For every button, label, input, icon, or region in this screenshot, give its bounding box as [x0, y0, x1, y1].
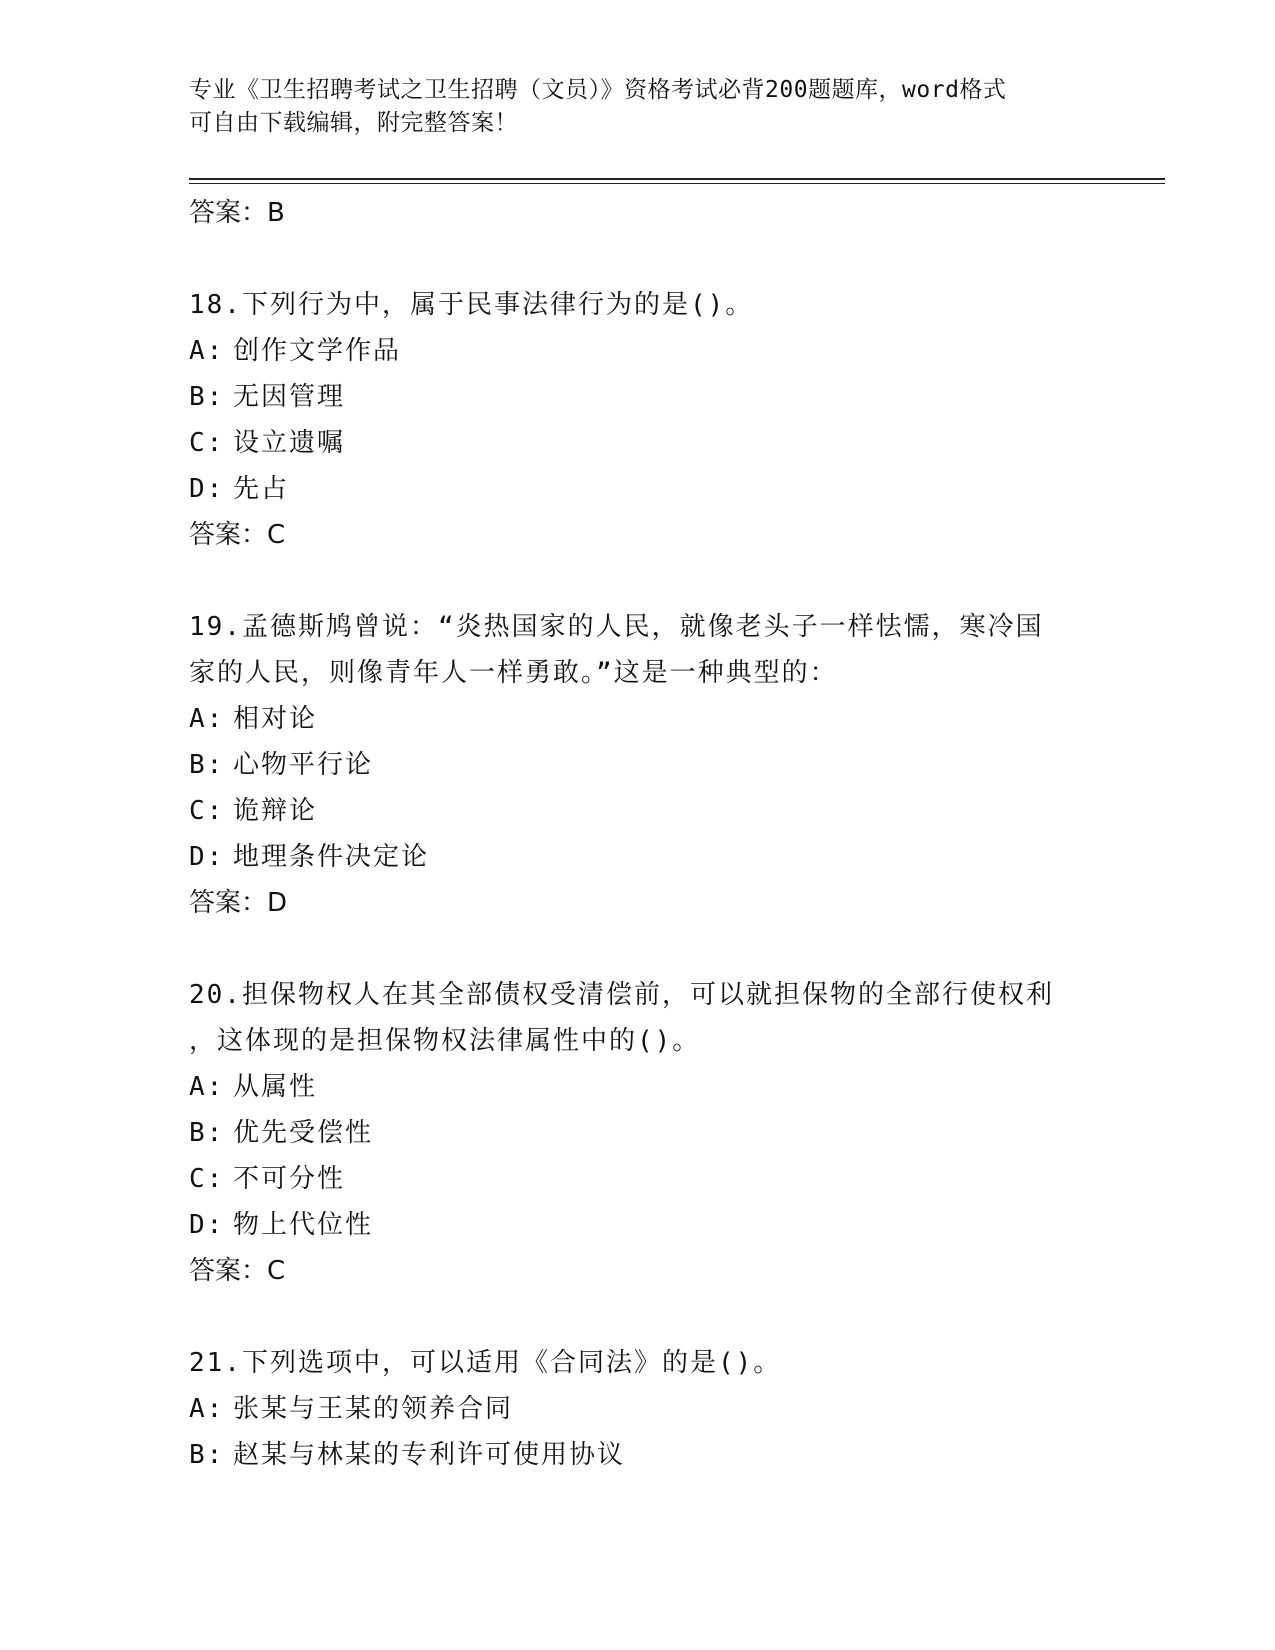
spacer: [189, 558, 1089, 604]
option-text: 张某与王某的领养合同: [233, 1394, 514, 1424]
option-letter: B:: [189, 382, 225, 412]
option-text: 优先受偿性: [233, 1118, 374, 1148]
question-18-text: 18.下列行为中，属于民事法律行为的是()。: [189, 290, 754, 320]
question-20-option-d: [189, 1202, 1089, 1248]
question-18-option-d: [189, 466, 1089, 512]
option-letter: C:: [189, 428, 225, 458]
option-text: 创作文学作品: [233, 336, 402, 366]
option-text: 地理条件决定论: [233, 842, 430, 872]
option-text: 物上代位性: [233, 1210, 374, 1240]
question-21-text: 21.下列选项中，可以适用《合同法》的是()。: [189, 1348, 782, 1378]
question-21: [189, 1340, 1089, 1478]
question-20-option-a: [189, 1064, 1089, 1110]
option-text: 从属性: [233, 1072, 318, 1102]
answer-19: 答案：D: [189, 888, 288, 918]
question-19-option-c: [189, 788, 1089, 834]
question-19-option-a: [189, 696, 1089, 742]
question-20-line-2: ，这体现的是担保物权法律属性中的()。: [189, 1026, 701, 1056]
header-divider-thick: [189, 178, 1165, 180]
option-letter: A:: [189, 1072, 225, 1102]
option-letter: C:: [189, 1164, 225, 1194]
question-21-option-b: [189, 1432, 1089, 1478]
option-text: 设立遗嘱: [233, 428, 346, 458]
question-19-line-1: 19.孟德斯鸠曾说：“炎热国家的人民，就像老头子一样怯懦，寒冷国: [189, 612, 1044, 642]
option-letter: C:: [189, 796, 225, 826]
option-text: 无因管理: [233, 382, 346, 412]
answer-17: 答案：B: [189, 198, 285, 228]
header-line-1: 专业《卫生招聘考试之卫生招聘（文员）》资格考试必背200题题库，word格式: [189, 77, 1007, 103]
question-18-option-b: [189, 374, 1089, 420]
option-letter: A:: [189, 1394, 225, 1424]
answer-18: 答案：C: [189, 520, 286, 550]
option-letter: A:: [189, 704, 225, 734]
spacer: [189, 236, 1089, 282]
answer-20: 答案：C: [189, 1256, 286, 1286]
question-20: [189, 972, 1089, 1294]
question-18-option-c: [189, 420, 1089, 466]
question-19-option-d: [189, 834, 1089, 880]
question-21-option-a: [189, 1386, 1089, 1432]
option-letter: D:: [189, 1210, 225, 1240]
option-letter: B:: [189, 750, 225, 780]
option-text: 相对论: [233, 704, 318, 734]
question-18: [189, 282, 1089, 558]
question-19-text: [189, 604, 1089, 696]
question-20-option-b: [189, 1110, 1089, 1156]
question-18-option-a: [189, 328, 1089, 374]
header-divider-thin: [189, 183, 1165, 184]
option-text: 诡辩论: [233, 796, 318, 826]
option-letter: A:: [189, 336, 225, 366]
option-letter: B:: [189, 1440, 225, 1470]
option-text: 心物平行论: [233, 750, 374, 780]
option-letter: B:: [189, 1118, 225, 1148]
document-header: [189, 74, 1089, 140]
option-letter: D:: [189, 474, 225, 504]
header-line-2: 可自由下载编辑，附完整答案！: [189, 110, 518, 136]
option-letter: D:: [189, 842, 225, 872]
question-20-text: [189, 972, 1089, 1064]
spacer: [189, 926, 1089, 972]
question-20-line-1: 20.担保物权人在其全部债权受清偿前，可以就担保物的全部行使权利: [189, 980, 1054, 1010]
option-text: 不可分性: [233, 1164, 346, 1194]
question-19-line-2: 家的人民，则像青年人一样勇敢。”这是一种典型的：: [189, 658, 838, 688]
question-19-option-b: [189, 742, 1089, 788]
option-text: 赵某与林某的专利许可使用协议: [233, 1440, 626, 1470]
question-list: [189, 190, 1089, 1478]
question-20-option-c: [189, 1156, 1089, 1202]
question-19: [189, 604, 1089, 926]
option-text: 先占: [233, 474, 290, 504]
spacer: [189, 1294, 1089, 1340]
